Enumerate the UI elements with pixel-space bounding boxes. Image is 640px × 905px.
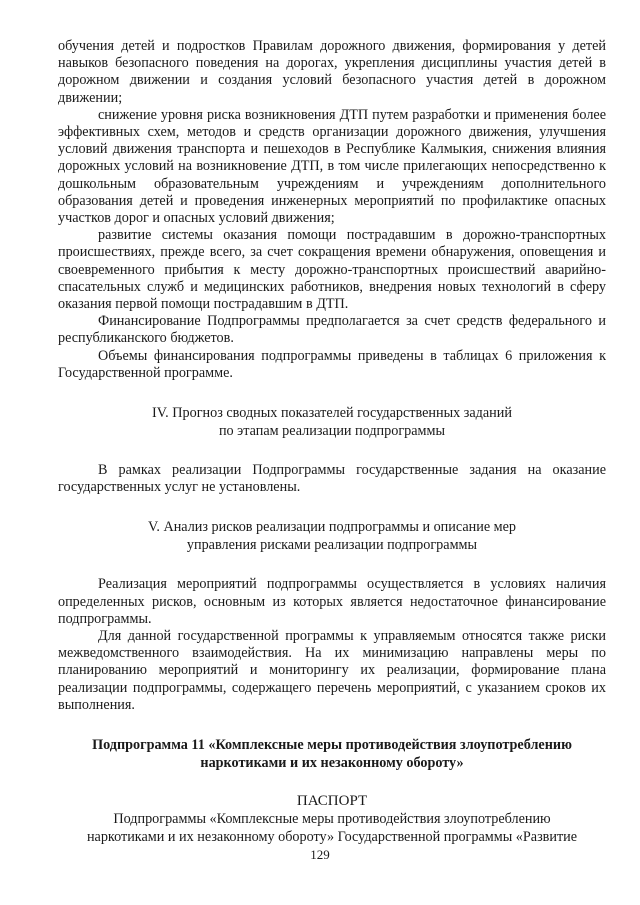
passport-heading: ПАСПОРТ xyxy=(296,793,368,810)
paragraph-victim-assistance: развитие системы оказания помощи пострадавшим в дорожно-транспортных происшествиях, прежде всего, за счет сокращения времени обнаружения, оповещения и своевременного прибытия к месту дорожно-транспортных происшествий аварийно-спасательных служб и медицинских работников, внедрения новых технологий в сферу оказания первой помощи пострадавшим в ДТП. xyxy=(58,227,606,313)
paragraph-children-traffic-rules: обучения детей и подростков Правилам дорожного движения, формирования у детей навыков безопасного поведения на дорогах, укрепления дисциплины участия детей в дорожном движении и создания условий безопасного участия детей в дорожном движении; xyxy=(58,38,606,106)
section-5-paragraph-interagency: Для данной государственной программы к управляемым относятся также риски межведомственного взаимодействия. На их минимизацию направлены меры по планированию мероприятий и мониторингу их реализации, формирование плана реализации подпрограммы, содержащего перечень мероприятий, с указанием сроков их выполнения. xyxy=(58,628,606,713)
subprogram-title-line-1: Подпрограмма 11 «Комплексные меры противодействия злоупотреблению xyxy=(92,737,572,754)
section-5-paragraph-risks: Реализация мероприятий подпрограммы осуществляется в условиях наличия определенных рисков, основным из которых является недостаточное финансирование подпрограммы. xyxy=(58,576,606,627)
section-5-heading-line-2: управления рисками реализации подпрограммы xyxy=(186,537,478,554)
paragraph-financing-source: Финансирование Подпрограммы предполагается за счет средств федерального и республиканского бюджетов. xyxy=(58,313,606,347)
section-4-text: В рамках реализации Подпрограммы государственные задания на оказание государственных услуг не установлены. xyxy=(58,462,606,496)
passport-subtitle-line-1: Подпрограммы «Комплексные меры противодействия злоупотреблению xyxy=(113,811,551,828)
page-number: 129 xyxy=(310,847,330,862)
section-4-heading-line-1: IV. Прогноз сводных показателей государственных заданий xyxy=(152,405,512,422)
passport-subtitle-line-2: наркотиками и их незаконному обороту» Государственной программы «Развитие xyxy=(86,829,578,846)
section-4-heading-line-2: по этапам реализации подпрограммы xyxy=(218,423,446,440)
paragraph-accident-risk-reduction: снижение уровня риска возникновения ДТП путем разработки и применения более эффективных схем, методов и средств организации дорожного движения, улучшения условий движения транспорта и пешеходов в Республике Калмыкия, снижения влияния дорожных условий на возникновение ДТП, в том числе прилегающих непосредственно к дошкольным образовательным учреждениям и учреждениям дополнительного образования детей и проведения инженерных мероприятий по профилактике опасных участков дорог и опасных условий движения; xyxy=(58,106,606,227)
subprogram-title-line-2: наркотиками и их незаконному обороту» xyxy=(200,755,464,772)
section-5-heading-line-1: V. Анализ рисков реализации подпрограммы и описание мер xyxy=(147,519,517,536)
paragraph-financing-volume: Объемы финансирования подпрограммы приведены в таблицах 6 приложения к Государственной программе. xyxy=(58,347,606,381)
